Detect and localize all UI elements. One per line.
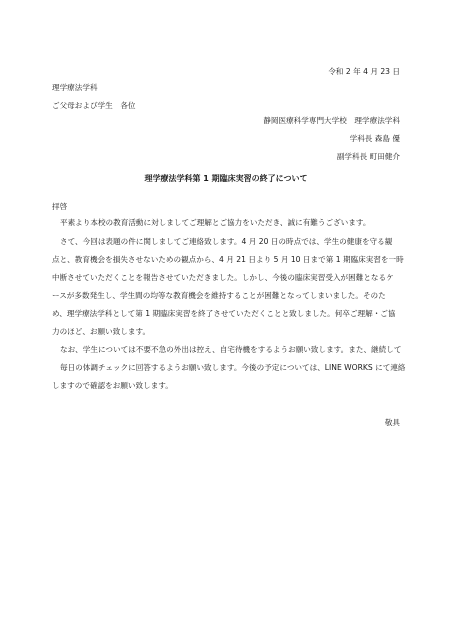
recipient-people: ご父母および学生 各位 [52,101,136,110]
body-line: 中断させていただくことを報告させていただきました。しかし、今後の臨床実習受入が困難となるケ [52,273,394,282]
body-line: さて、今回は表題の件に関しましてご連絡致します。4 月 20 日の時点では、学生の健康を守る観 [60,237,393,246]
body-line: なお、学生については不要不急の外出は控え、自宅待機をするようお願い致します。また、継続して [60,345,402,354]
recipient-department: 理学療法学科 [52,83,98,92]
body-line: 平素より本校の教育活動に対しましてご理解とご協力をいただき、誠に有難うございます。 [60,218,371,227]
sender-deputy: 副学科長 町田健介 [336,152,400,161]
sender-head: 学科長 森島 優 [349,134,400,143]
body-line: 点と、教育機会を損失させないための観点から、4 月 21 日より 5 月 10 日まで第 1 期臨床実習を一時 [52,255,404,264]
letter-date: 令和 2 年 4 月 23 日 [328,67,400,76]
body-line: ースが多数発生し、学生間の均等な教育機会を維持することが困難となってしまいました。そのた [52,291,386,300]
body-line: 力のほど、お願い致します。 [52,327,151,336]
sender-school: 静岡医療科学専門大学校 理学療法学科 [263,116,400,125]
body-line: 毎日の体調チェックに回答するようお願い致します。今後の予定については、LINE WORKS にて連絡 [60,363,406,372]
body-line: しますので確認をお願い致します。 [52,381,173,390]
body-line: め、理学療法学科として第 1 期臨床実習を終了させていただくことと致しました。何卒ご理解・ご協 [52,309,396,318]
document-title: 理学療法学科第 1 期臨床実習の終了について [144,174,308,183]
greeting: 拝啓 [52,202,68,211]
closing: 敬具 [384,418,400,427]
